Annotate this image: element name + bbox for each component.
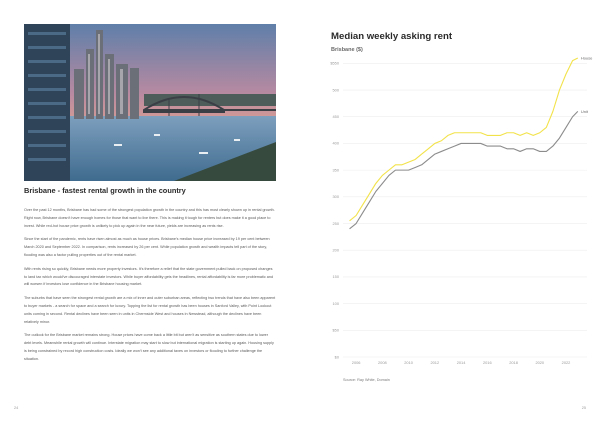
y-tick-label: $50 (332, 327, 339, 333)
y-tick-label: 200 (332, 247, 339, 253)
x-tick-label: 2008 (378, 360, 387, 365)
brisbane-city-photo (24, 24, 276, 181)
x-tick-label: 2006 (351, 360, 361, 365)
chart-subtitle: Brisbane ($) (331, 47, 363, 53)
x-tick-label: 2012 (430, 360, 440, 365)
y-tick-label: 450 (332, 114, 339, 120)
x-tick-label: 2014 (456, 360, 466, 365)
paragraph: With rents rising so quickly, Brisbane needs more property investors. It's therefore a relief that the state government pulled back on proposed changes to land tax which would've discouraged interstate investors. While buyer affordability gets the headlines, rental affordability is far more problematic and will worsen if investors lose confidence in the Brisbane housing market. (24, 266, 274, 287)
article-title: Brisbane - fastest rental growth in the country (24, 186, 186, 195)
rent-line-chart (300, 0, 600, 424)
x-tick-label: 2022 (561, 360, 571, 365)
y-tick-label: 100 (332, 300, 339, 306)
y-tick-label: $0 (334, 354, 339, 360)
paragraph: Since the start of the pandemic, rents have risen almost as much as house prices. Brisbane's median house price increased by 19 per cent between March 2020 and September 2022. In comparison, rents increased by 26 per cent. While population growth and wealth impacts tell part of the story, flooding was also a factor pulling properties out of the rental market. (24, 237, 270, 258)
y-tick-label: 350 (332, 167, 339, 173)
page-number-right: 25 (581, 406, 586, 410)
y-tick-label: 150 (332, 274, 339, 280)
paragraph: Over the past 12 months, Brisbane has had some of the strongest population growth in the country and this has most clearly shown up in rental growth. Right now, Brisbane doesn't have enough homes for those that want to live there. This is making it tough for renters but does make it a good place to invest. While red-hot house price growth is unlikely to pick up again in the near future, yields are increasing as rents rise. (24, 208, 275, 228)
x-tick-label: 2018 (509, 360, 518, 365)
article-body (24, 207, 276, 369)
y-tick-label: 500 (332, 87, 339, 93)
x-tick-label: 2016 (482, 360, 492, 365)
chart-title: Median weekly asking rent (331, 31, 453, 42)
x-tick-label: 2010 (404, 360, 413, 365)
series-label: Unit (580, 108, 588, 114)
paragraph: The suburbs that have seen the strongest rental growth are a mix of inner and outer suburban areas, reflecting two trends that have also been apparent to buyer markets - a search for space and a search for luxury. Topping the list for rental growth has been houses in Sanford Valley, with Point Lookout units coming in second. Rental declines have been seen in units in Chermside West and houses in Newstead, although the declines have been relatively minor. (24, 295, 276, 324)
right-page (300, 0, 600, 424)
y-tick-label: 250 (332, 220, 339, 226)
series-label: House (580, 55, 593, 61)
y-tick-label: 300 (332, 194, 339, 200)
y-tick-label: 400 (332, 140, 339, 146)
y-tick-label: $550 (330, 60, 339, 66)
series-line-house (350, 58, 578, 221)
chart-source: Source: Ray White, Domain (343, 378, 390, 382)
x-tick-label: 2020 (535, 360, 545, 365)
page-number-left: 24 (14, 406, 19, 410)
paragraph: The outlook for the Brisbane market remains strong. House prices have come back a little bit but aren't as sensitive as southern states due to lower debt levels. Meanwhile rental growth will continue. Interstate migration may start to slow but international migration is starting up again. Housing supply is being constrained by record high construction costs. Ideally we won't see any additional taxes on investors or flooding to further challenge the situation. (24, 333, 274, 361)
